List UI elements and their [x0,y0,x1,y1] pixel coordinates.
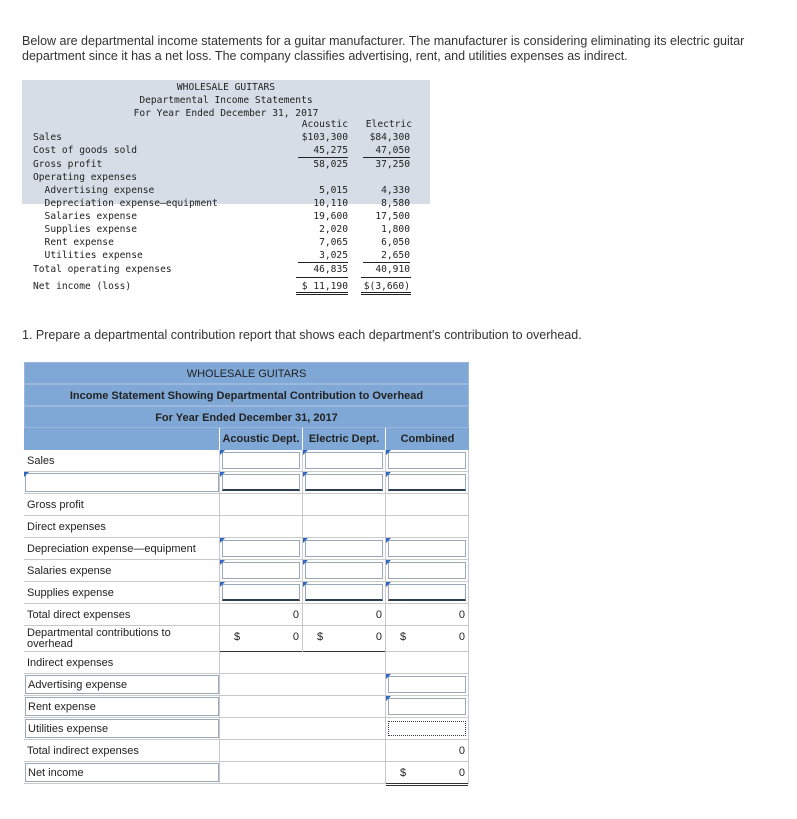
input-marker-icon [24,472,29,477]
table-row [24,652,469,674]
salaries-electric-input[interactable] [305,562,383,579]
statement-row-label: Salaries expense [33,211,137,222]
statement-row-label: Sales [33,132,62,143]
contribution-combined-value: 0 [458,631,465,643]
row-label-direct-expenses: Direct expenses [24,516,220,537]
problem-intro: Below are departmental income statements for a guitar manufacturer. The manufacturer is considering eliminating its electric guitar department since it has a net loss. The company classifies advertising, rent, and utilities expenses as indirect. [22,34,745,63]
statement-acoustic-value: 7,065 [319,237,348,248]
supplies-combined-input[interactable] [388,584,466,601]
statement-row-label: Depreciation expense—equipment [33,198,218,209]
table-row [24,450,469,472]
column-header-blank [24,428,220,450]
statement-row-label: Net income (loss) [33,281,132,292]
total-direct-combined-value: 0 [458,609,465,621]
statement-electric-value: 1,800 [381,224,410,235]
input-marker-icon [220,538,225,543]
row-label-rent: Rent expense [28,701,96,713]
input-marker-icon [386,582,391,587]
table-row [24,674,469,696]
dollar-sign: $ [400,767,407,779]
table-row [24,626,469,652]
statement-electric-value: 2,650 [381,250,410,261]
rent-combined-input[interactable] [388,698,466,715]
table-row [24,560,469,582]
statement-electric-value: $(3,660) [363,281,410,292]
worksheet-title: Income Statement Showing Departmental Contribution to Overhead [24,384,469,406]
underline [298,262,348,263]
cogs-acoustic-input[interactable] [222,474,300,491]
underline [363,157,410,158]
input-marker-icon [303,472,308,477]
table-row [24,582,469,604]
depreciation-combined-input[interactable] [388,540,466,557]
double-rule [386,783,468,786]
net-income-combined-value: 0 [458,767,465,779]
input-marker-icon [303,450,308,455]
statement-acoustic-value: $103,300 [301,132,348,143]
supplies-acoustic-input[interactable] [222,584,300,601]
salaries-combined-input[interactable] [388,562,466,579]
statement-electric-value: $84,300 [369,132,410,143]
input-marker-icon [386,674,391,679]
input-marker-icon [220,582,225,587]
statement-acoustic-value: 10,110 [313,198,348,209]
table-row [24,516,469,538]
contribution-report-worksheet [24,362,469,784]
input-marker-icon [303,582,308,587]
question-text: 1. Prepare a departmental contribution report that shows each department's contribution to overhead. [22,328,582,342]
statement-electric-value: 47,050 [375,145,410,156]
input-marker-icon [303,538,308,543]
dollar-sign: $ [234,631,241,643]
column-header-electric: Electric Dept. [303,428,386,450]
row-label-input[interactable] [25,473,219,492]
sales-combined-input[interactable] [388,452,466,469]
row-label-sales: Sales [24,450,220,471]
statement-acoustic-value: 19,600 [313,211,348,222]
statement-electric-value: 37,250 [375,159,410,170]
statement-acoustic-value: 5,015 [319,185,348,196]
row-label-depreciation: Depreciation expense—equipment [24,538,220,559]
statement-electric-value: 6,050 [381,237,410,248]
row-label-contribution: Departmental contributions to overhead [24,626,220,651]
row-label-gross-profit: Gross profit [24,494,220,515]
depreciation-electric-input[interactable] [305,540,383,557]
input-marker-icon [386,450,391,455]
statement-electric-value: 40,910 [375,264,410,275]
statement-row-label: Total operating expenses [33,264,172,275]
statement-row-label: Gross profit [33,159,103,170]
statement-row-label: Operating expenses [33,172,137,183]
input-marker-icon [386,560,391,565]
row-label-supplies: Supplies expense [24,582,220,603]
statement-row-label: Utilities expense [33,250,143,261]
statement-acoustic-value: 45,275 [313,145,348,156]
sales-electric-input[interactable] [305,452,383,469]
table-row [24,762,469,784]
statement-col-acoustic: Acoustic [301,119,348,130]
cogs-combined-input[interactable] [388,474,466,491]
given-income-statement [22,80,430,298]
sales-acoustic-input[interactable] [222,452,300,469]
input-marker-icon [386,538,391,543]
table-row [24,740,469,762]
contribution-acoustic-value: 0 [292,631,299,643]
statement-period: For Year Ended December 31, 2017 [133,108,319,119]
statement-acoustic-value: 3,025 [319,250,348,261]
row-label-salaries: Salaries expense [24,560,220,581]
salaries-acoustic-input[interactable] [222,562,300,579]
statement-row-label: Supplies expense [33,224,137,235]
statement-col-electric: Electric [365,119,412,130]
supplies-electric-input[interactable] [305,584,383,601]
table-row [24,696,469,718]
statement-acoustic-value: 58,025 [313,159,348,170]
dollar-sign: $ [317,631,324,643]
row-label-indirect-expenses: Indirect expenses [24,652,220,673]
utilities-combined-input[interactable] [388,721,466,736]
row-label-total-direct: Total direct expenses [24,604,220,625]
input-marker-icon [220,472,225,477]
statement-acoustic-value: 46,835 [313,264,348,275]
row-label-total-indirect: Total indirect expenses [24,740,220,761]
statement-electric-value: 4,330 [381,185,410,196]
statement-electric-value: 17,500 [375,211,410,222]
underline [363,262,410,263]
input-marker-icon [386,472,391,477]
contribution-electric-value: 0 [375,631,382,643]
table-row [24,494,469,516]
input-marker-icon [220,450,225,455]
statement-title: Departmental Income Statements [139,95,313,106]
worksheet-period: For Year Ended December 31, 2017 [24,406,469,428]
total-direct-acoustic-value: 0 [292,609,299,621]
advertising-combined-input[interactable] [388,676,466,693]
table-row [24,604,469,626]
statement-acoustic-value: 2,020 [319,224,348,235]
input-marker-icon [386,696,391,701]
input-marker-icon [303,560,308,565]
cogs-electric-input[interactable] [305,474,383,491]
table-row [24,472,469,494]
underline [298,157,348,158]
statement-row-label: Advertising expense [33,185,155,196]
column-header-acoustic: Acoustic Dept. [220,428,303,450]
input-marker-icon [220,560,225,565]
row-label-utilities: Utilities expense [28,723,109,735]
column-header-combined: Combined [386,428,469,450]
statement-electric-value: 8,580 [381,198,410,209]
table-row [24,538,469,560]
worksheet-company: WHOLESALE GUITARS [24,362,469,384]
statement-row-label: Cost of goods sold [33,145,137,156]
dollar-sign: $ [400,631,407,643]
table-row [24,718,469,740]
statement-company: WHOLESALE GUITARS [176,82,276,93]
row-label-advertising: Advertising expense [28,679,128,691]
depreciation-acoustic-input[interactable] [222,540,300,557]
statement-row-label: Rent expense [33,237,114,248]
total-indirect-combined-value: 0 [458,745,465,757]
statement-acoustic-value: $ 11,190 [301,281,348,292]
total-direct-electric-value: 0 [375,609,382,621]
row-label-net-income: Net income [28,767,84,779]
